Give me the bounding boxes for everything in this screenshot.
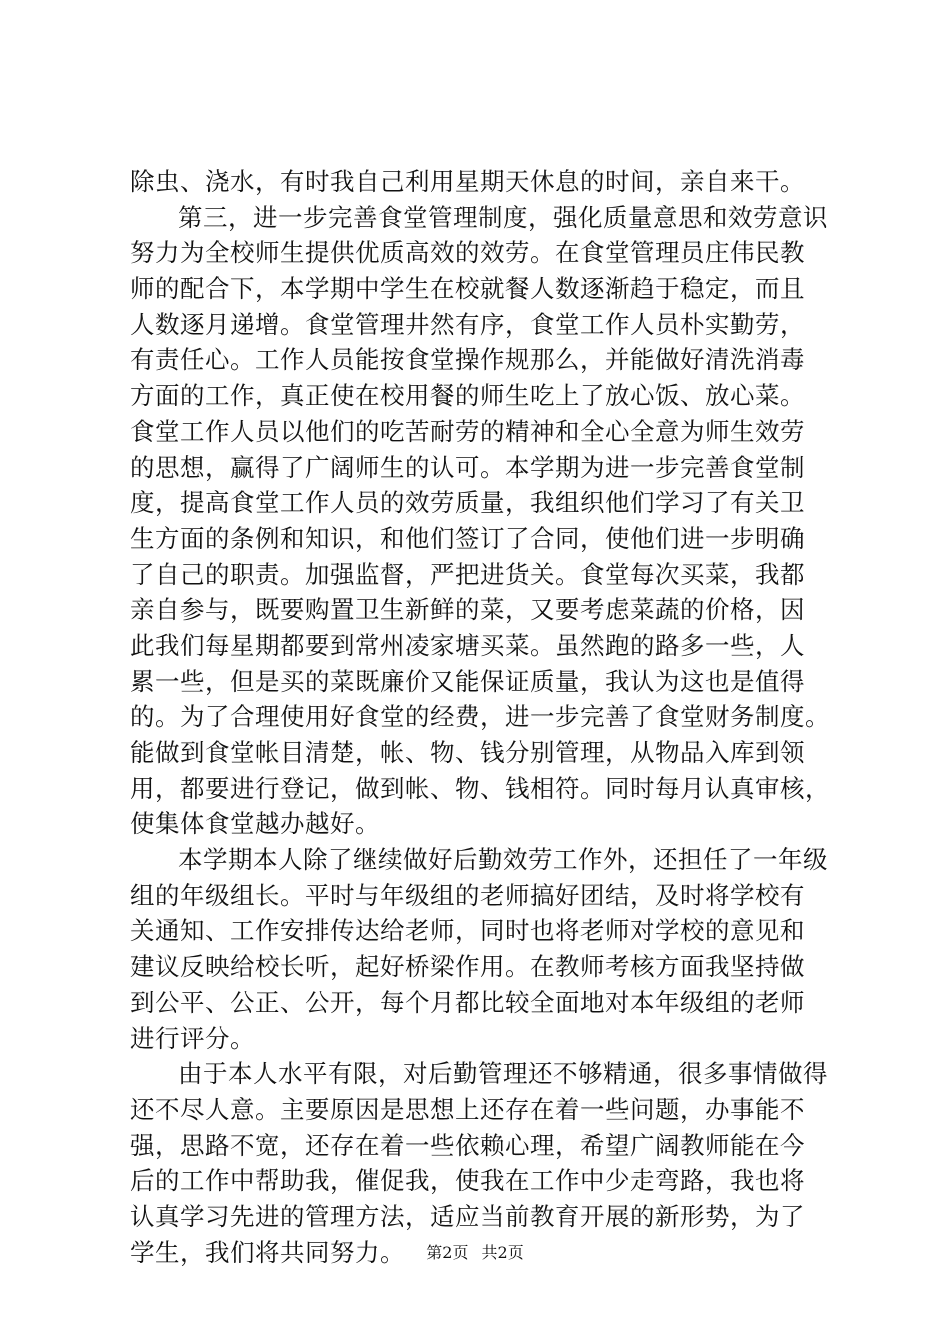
text-line: 了自己的职责。加强监督，严把进货关。食堂每次买菜，我都 [130, 559, 805, 589]
text-line: 人数逐月递增。食堂管理井然有序，食堂工作人员朴实勤劳， [130, 309, 805, 339]
text-line: 方面的工作，真正使在校用餐的师生吃上了放心饭、放心菜。 [130, 381, 805, 411]
text-line: 强，思路不宽，还存在着一些依赖心理，希望广阔教师能在今 [130, 1130, 805, 1160]
text-line: 能做到食堂帐目清楚，帐、物、钱分别管理，从物品入库到领 [130, 738, 805, 767]
text-line: 累一些，但是买的菜既廉价又能保证质量，我认为这也是值得 [130, 666, 805, 696]
page-total: 共2页 [481, 1243, 524, 1262]
text-line: 认真学习先进的管理方法，适应当前教育开展的新形势，为了 [130, 1201, 805, 1231]
text-line: 进行评分。 [130, 1023, 255, 1053]
text-line: 还不尽人意。主要原因是思想上还存在着一些问题，办事能不 [130, 1094, 805, 1124]
text-line: 由于本人水平有限，对后勤管理还不够精通，很多事情做得 [178, 1059, 828, 1089]
page-footer [0, 1242, 950, 1264]
text-line: 建议反映给校长听，起好桥梁作用。在教师考核方面我坚持做 [130, 952, 805, 982]
text-line: 生方面的条例和知识，和他们签订了合同，使他们进一步明确 [130, 523, 805, 553]
text-line: 此我们每星期都要到常州凌家塘买菜。虽然跑的路多一些，人 [130, 630, 805, 660]
text-line: 有责任心。工作人员能按食堂操作规那么，并能做好清洗消毒 [130, 345, 805, 375]
page-number: 第2页 [426, 1243, 469, 1262]
text-line: 除虫、浇水，有时我自己利用星期天休息的时间，亲自来干。 [130, 167, 805, 196]
text-line: 本学期本人除了继续做好后勤效劳工作外，还担任了一年级 [178, 845, 828, 875]
text-line: 使集体食堂越办越好。 [130, 809, 380, 839]
text-line: 的思想，赢得了广阔师生的认可。本学期为进一步完善食堂制 [130, 452, 805, 482]
text-line: 学生，我们将共同努力。 [130, 1237, 405, 1267]
text-line: 度，提高食堂工作人员的效劳质量，我组织他们学习了有关卫 [130, 488, 805, 518]
text-line: 师的配合下，本学期中学生在校就餐人数逐渐趋于稳定，而且 [130, 274, 805, 304]
text-line: 第三，进一步完善食堂管理制度，强化质量意思和效劳意识 [178, 202, 828, 232]
text-line: 食堂工作人员以他们的吃苦耐劳的精神和全心全意为师生效劳 [130, 416, 805, 446]
text-line: 关通知、工作安排传达给老师，同时也将老师对学校的意见和 [130, 916, 805, 946]
text-line: 亲自参与，既要购置卫生新鲜的菜，又要考虑菜蔬的价格，因 [130, 595, 805, 625]
text-line: 的。为了合理使用好食堂的经费，进一步完善了食堂财务制度。 [130, 702, 830, 732]
text-line: 用，都要进行登记，做到帐、物、钱相符。同时每月认真审核， [130, 773, 830, 803]
text-line: 组的年级组长。平时与年级组的老师搞好团结，及时将学校有 [130, 880, 805, 910]
text-line: 到公平、公正、公开，每个月都比较全面地对本年级组的老师 [130, 987, 805, 1017]
text-line: 后的工作中帮助我，催促我，使我在工作中少走弯路，我也将 [130, 1166, 805, 1196]
document-body [130, 164, 834, 1270]
text-line: 努力为全校师生提供优质高效的效劳。在食堂管理员庄伟民教 [130, 238, 805, 268]
